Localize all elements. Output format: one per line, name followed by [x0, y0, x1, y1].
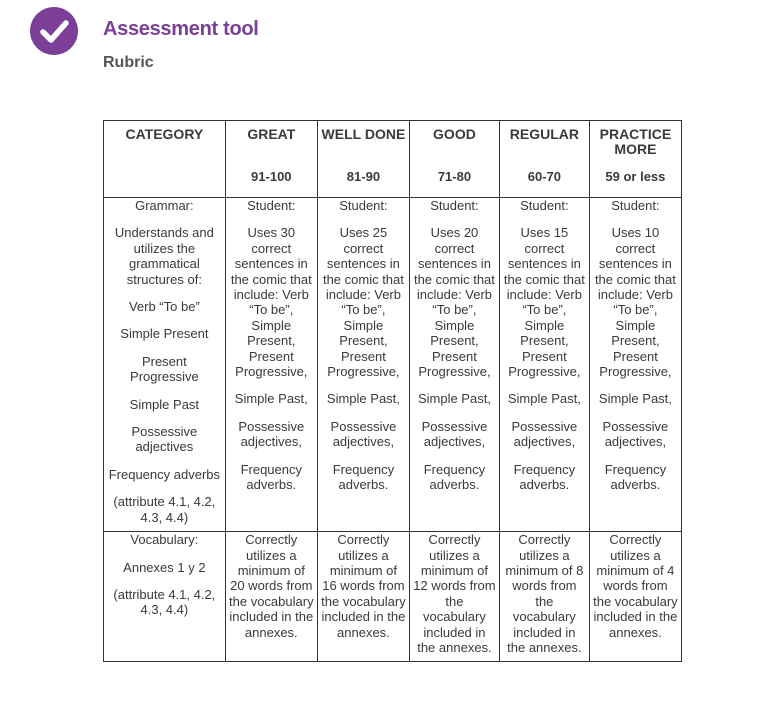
cell-text: Frequency adverbs. [513, 461, 576, 493]
cell-text: (attribute 4.1, 4.2, 4.3, 4.4) [113, 586, 216, 618]
column-header-well-done [317, 121, 409, 198]
cell-text: Annexes 1 y 2 [123, 559, 206, 575]
table-row-grammar [104, 198, 682, 532]
cell-text: Frequency adverbs. [423, 461, 486, 493]
column-label: GOOD [433, 126, 476, 142]
cell-text: Simple Past, [234, 391, 308, 407]
column-label: CATEGORY [125, 126, 204, 142]
cell-text: Student: [339, 198, 388, 213]
page-subtitle: Rubric [103, 54, 154, 71]
column-score: 71-80 [437, 169, 472, 184]
cell-text: Student: [520, 198, 569, 213]
column-score: 91-100 [251, 169, 292, 184]
cell-text: Possessive adjectives, [511, 418, 578, 450]
column-score: 59 or less [605, 169, 666, 184]
vocabulary-practice-more-cell [589, 532, 681, 662]
cell-text: Simple Past, [507, 391, 581, 407]
cell-text: Correctly utilizes a minimum of 12 words from the vocabulary included in the annexes. [413, 532, 496, 655]
rubric-table [103, 120, 682, 662]
cell-text: Correctly utilizes a minimum of 8 words from the vocabulary included in the annexes. [505, 532, 584, 655]
page-title: Assessment tool [103, 18, 259, 40]
cell-text: Understands and utilizes the grammatical structures of: [114, 225, 214, 287]
column-header-great [225, 121, 317, 198]
cell-text: Frequency adverbs. [604, 461, 667, 493]
column-header-category [104, 121, 226, 198]
checkmark-icon [30, 7, 78, 55]
cell-text: Frequency adverbs. [240, 461, 302, 493]
cell-text: Uses 20 correct sentences in the comic that include: Verb “To be”, Simple Present, Present Progressive, [413, 225, 495, 380]
cell-text: (attribute 4.1, 4.2, 4.3, 4.4) [113, 494, 216, 525]
cell-text: Simple Present [120, 326, 209, 342]
column-label: GREAT [247, 126, 296, 142]
cell-text: Grammar: [135, 198, 194, 213]
grammar-good-cell [409, 198, 499, 532]
cell-text: Simple Past [129, 396, 200, 412]
cell-text: Student: [247, 198, 296, 213]
column-header-good [409, 121, 499, 198]
cell-text: Uses 10 correct sentences in the comic that include: Verb “To be”, Simple Present, Present Progressive, [594, 225, 676, 380]
vocabulary-regular-cell [499, 532, 589, 662]
column-header-regular [499, 121, 589, 198]
cell-text: Frequency adverbs. [332, 461, 395, 493]
cell-text: Possessive adjectives, [238, 418, 305, 450]
cell-text: Vocabulary: [130, 532, 199, 548]
column-label: WELL DONE [321, 126, 406, 142]
column-score: 60-70 [527, 169, 561, 184]
grammar-great-cell [225, 198, 317, 532]
cell-text: Present Progressive [130, 353, 199, 385]
cell-text: Uses 30 correct sentences in the comic that include: Verb “To be”, Simple Present, Present Progressive, [230, 225, 312, 380]
cell-text: Student: [430, 198, 479, 213]
column-score: 81-90 [346, 169, 381, 184]
category-cell-vocabulary [104, 532, 226, 662]
grammar-practice-more-cell [589, 198, 681, 532]
table-row-vocabulary [104, 532, 682, 662]
category-cell-grammar [104, 198, 226, 532]
cell-text: Correctly utilizes a minimum of 16 words from the vocabulary included in the annexes. [321, 532, 406, 640]
column-label: PRACTICE MORE [599, 126, 672, 157]
cell-text: Verb “To be” [128, 299, 200, 315]
grammar-well-done-cell [317, 198, 409, 532]
column-label: REGULAR [509, 126, 579, 142]
cell-text: Student: [611, 198, 660, 213]
vocabulary-well-done-cell [317, 532, 409, 662]
grammar-regular-cell [499, 198, 589, 532]
cell-text: Uses 15 correct sentences in the comic that include: Verb “To be”, Simple Present, Present Progressive, [503, 225, 585, 380]
cell-text: Simple Past, [326, 391, 400, 407]
cell-text: Possessive adjectives, [602, 418, 669, 450]
check-circle-icon [30, 7, 78, 55]
column-header-practice-more [589, 121, 681, 198]
cell-text: Simple Past, [598, 391, 672, 407]
cell-text: Simple Past, [417, 391, 491, 407]
cell-text: Correctly utilizes a minimum of 20 words from the vocabulary included in the annexes. [229, 532, 314, 640]
cell-text: Frequency adverbs [108, 466, 220, 482]
vocabulary-great-cell [225, 532, 317, 662]
cell-text: Possessive adjectives, [330, 418, 397, 450]
header-row [104, 121, 682, 198]
vocabulary-good-cell [409, 532, 499, 662]
cell-text: Possessive adjectives [131, 424, 198, 455]
cell-text: Possessive adjectives, [421, 418, 488, 450]
cell-text: Correctly utilizes a minimum of 4 words from the vocabulary included in the annexes. [593, 532, 678, 640]
cell-text: Uses 25 correct sentences in the comic that include: Verb “To be”, Simple Present, Present Progressive, [322, 225, 404, 380]
